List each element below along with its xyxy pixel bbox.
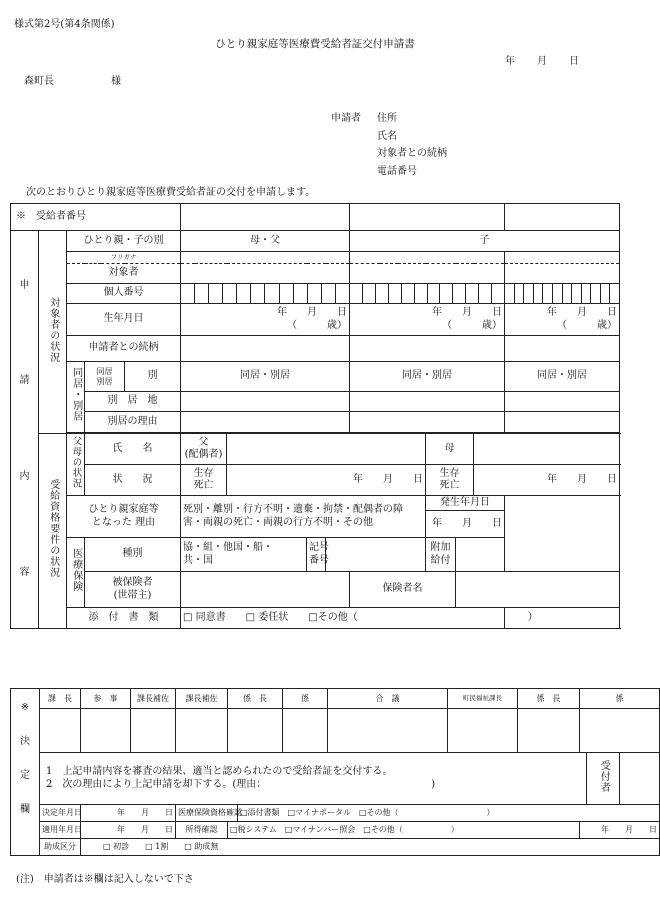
date-line	[505, 56, 579, 69]
furigana-label: フリガナ	[67, 252, 181, 264]
attachment-options[interactable]: □ 同意書 □ 委任状 □その他（ ）	[181, 608, 505, 629]
stamp-kakari-2[interactable]	[580, 709, 660, 753]
header-hosa-2: 課長補佐	[176, 689, 228, 709]
single-parent-child-label: ひとり親・子の別	[67, 231, 181, 252]
decision-date-label: 決定年月日	[40, 805, 81, 822]
reason-label: ひとり親家庭等 となった 理由	[67, 496, 181, 538]
form-number: 様式第2号(第4条関係)	[14, 19, 115, 30]
stamp-hosa-2[interactable]	[176, 709, 228, 753]
header-kakari-2: 係	[580, 689, 660, 709]
insured-label: 被保険者 (世帯主)	[85, 572, 181, 608]
insurance-check-options[interactable]: □添付書類 □マイナポータル □その他（ ）	[238, 805, 660, 822]
bekkyo-place-field-3[interactable]	[505, 392, 620, 412]
insurer-name-label: 保険者名	[350, 572, 456, 608]
income-check-label: 所得確認	[176, 822, 228, 839]
receiver-field[interactable]	[620, 753, 660, 805]
doukyo-choice-1[interactable]: 同居・別居	[181, 362, 350, 392]
medical-insurance-label: 医療保険	[67, 538, 85, 608]
header-kacho: 課 長	[40, 689, 81, 709]
furigana-field-2[interactable]	[350, 252, 505, 264]
apply-date-field[interactable]: 年 月 日	[81, 822, 176, 839]
parents-status-label: 父母の状況	[67, 434, 85, 496]
bekkyo-reason-field-2[interactable]	[350, 412, 505, 433]
relation-label: 申請者との続柄	[67, 336, 181, 362]
stamp-gougi[interactable]	[328, 709, 448, 753]
mother-date[interactable]: 年 月 日	[474, 465, 620, 496]
birth-date-field-2[interactable]: 年 月 日 （ 歳）	[350, 304, 505, 336]
form-title: ひとり親家庭等医療費受給者証交付申請書	[215, 38, 415, 50]
furigana-field-1[interactable]	[181, 252, 350, 264]
decision-date-field[interactable]: 年 月 日	[81, 805, 176, 822]
child-value: 子	[350, 231, 620, 252]
stamp-kakaricho[interactable]	[228, 709, 283, 753]
decision-text	[40, 753, 587, 805]
birth-date-field-3[interactable]: 年 月 日 （ 歳）	[505, 304, 620, 336]
parent-name-label: 氏 名	[85, 434, 181, 465]
personal-number-field-2[interactable]	[350, 284, 505, 304]
bekkyo-reason-field-1[interactable]	[181, 412, 350, 433]
stamp-kacho[interactable]	[40, 709, 81, 753]
mother-label: 母	[426, 434, 474, 465]
insured-field[interactable]	[181, 572, 350, 608]
insurance-type-options[interactable]: 協・組・他国・船・ 共・国	[181, 538, 307, 572]
income-check-options[interactable]: □税システム □マイナンバー照会 □その他（ ）	[228, 822, 580, 839]
header-kakaricho: 係 長	[228, 689, 283, 709]
birth-date-field-1[interactable]: 年 月 日 （ 歳）	[181, 304, 350, 336]
aid-class-label: 助成区分	[40, 839, 81, 856]
subject-field-3[interactable]	[505, 264, 620, 284]
insurance-check-label: 医療保険資格確認	[176, 805, 238, 822]
additional-benefit-label: 附加 給付	[426, 538, 456, 572]
date-year: 年	[505, 56, 515, 67]
insurance-type-label: 種別	[85, 538, 181, 572]
decision-column-label: ※ 決 定 欄	[11, 689, 40, 856]
recipient-number-field[interactable]	[181, 204, 350, 231]
section-shinsei: 申 請 内 容	[11, 231, 39, 629]
stamp-sanji[interactable]	[81, 709, 131, 753]
relation-field-2[interactable]	[350, 336, 505, 362]
stamp-fukushi-kacho[interactable]	[448, 709, 518, 753]
applicant-address-label: 住所	[377, 113, 397, 124]
header-hosa-1: 課長補佐	[131, 689, 176, 709]
recipient-number-field-2[interactable]	[350, 204, 505, 231]
stamp-kakari[interactable]	[283, 709, 328, 753]
doukyo-choice-2[interactable]: 同居・別居	[350, 362, 505, 392]
header-sanji: 参 事	[81, 689, 131, 709]
applicant-phone-label: 電話番号	[377, 165, 417, 177]
subject-field-2[interactable]	[350, 264, 505, 284]
header-fukushi-kacho: 町民福祉課長	[448, 689, 518, 709]
insurer-name-field[interactable]	[456, 572, 620, 608]
relation-field-1[interactable]	[181, 336, 350, 362]
recipient-number-label: ※ 受給者番号	[11, 204, 181, 231]
subject-label: 対象者	[67, 264, 181, 284]
furigana-field-3[interactable]	[505, 252, 620, 264]
personal-number-field-3[interactable]	[505, 284, 620, 304]
subject-status-label: 対象者の状況	[39, 231, 67, 434]
aid-class-options[interactable]: □ 初診 □ 1割 □ 助成無	[81, 839, 660, 856]
applicant-label: 申請者	[331, 113, 361, 124]
father-label: 父 (配偶者)	[181, 434, 227, 465]
father-date[interactable]: 年 月 日	[227, 465, 426, 496]
application-table	[10, 203, 620, 629]
stamp-hosa-1[interactable]	[131, 709, 176, 753]
bekkyo-place-field-2[interactable]	[350, 392, 505, 412]
mother-name-field[interactable]	[474, 434, 620, 465]
date-month: 月	[537, 56, 547, 67]
symbol-number-field[interactable]	[326, 538, 426, 572]
applicant-relation-label: 対象者との続柄	[377, 148, 447, 159]
occurrence-date-label: 発生年月日	[426, 496, 505, 511]
subject-field-1[interactable]	[181, 264, 350, 284]
addressee-name: 森町長	[24, 76, 54, 87]
occurrence-date-field[interactable]: 年 月 日	[426, 511, 505, 538]
header-kakaricho-2: 係 長	[518, 689, 580, 709]
applicant-fields	[377, 113, 447, 178]
parent-condition-label: 状 況	[85, 465, 181, 496]
doukyo-group-label: 同居・別居	[67, 362, 85, 433]
receiver-label: 受付者	[587, 753, 620, 805]
bekkyo-place-label: 別 居 地	[85, 392, 181, 412]
doukyo-betsu-label: 同居 別居	[85, 362, 125, 392]
birth-date-label: 生年月日	[67, 304, 181, 336]
income-check-date[interactable]: 年 月 日	[580, 822, 660, 839]
decision-table	[10, 688, 660, 856]
symbol-number-label: 記号 番号	[307, 538, 326, 572]
parent-value: 母・父	[181, 231, 350, 252]
personal-number-label: 個人番号	[67, 284, 181, 304]
attachments-label: 添 付 書 類	[67, 608, 181, 629]
doukyo-choice-3[interactable]: 同居・別居	[505, 362, 620, 392]
additional-benefit-field[interactable]	[456, 538, 505, 572]
intro-text: 次のとおりひとり親家庭等医療費受給者証の交付を申請します。	[26, 187, 316, 198]
bekkyo-place-field-1[interactable]	[181, 392, 350, 412]
apply-date-label: 適用年月日	[40, 822, 81, 839]
mother-alive-dead[interactable]: 生存 死亡	[426, 465, 474, 496]
footnote: (注) 申請者は※欄は記入しないで下さ	[16, 874, 194, 885]
eligibility-label: 受給資格要件の状況	[39, 434, 67, 629]
addressee-honorific: 様	[111, 76, 121, 87]
reason-options[interactable]: 死別・離別・行方不明・遺棄・拘禁・配偶者の障 害・両親の死亡・両親の行方不明・その他	[181, 496, 426, 538]
date-day: 日	[569, 56, 579, 67]
betsu-label: 別	[125, 362, 181, 392]
personal-number-field-1[interactable]	[181, 284, 350, 304]
decision-reject[interactable]: 2 次の理由により上記申請を却下する。(理由： )	[46, 778, 436, 790]
father-alive-dead[interactable]: 生存 死亡	[181, 465, 227, 496]
header-kakari: 係	[283, 689, 328, 709]
applicant-name-label: 氏名	[377, 130, 397, 142]
header-gougi: 合 議	[328, 689, 448, 709]
recipient-number-field-3[interactable]	[505, 204, 620, 231]
relation-field-3[interactable]	[505, 336, 620, 362]
bekkyo-reason-field-3[interactable]	[505, 412, 620, 433]
stamp-kakaricho-2[interactable]	[518, 709, 580, 753]
bekkyo-reason-label: 別居の理由	[85, 412, 181, 433]
father-name-field[interactable]	[227, 434, 426, 465]
decision-approve[interactable]: 1 上記申請内容を審査の結果、適当と認められたので受給者証を交付する。	[46, 766, 393, 777]
